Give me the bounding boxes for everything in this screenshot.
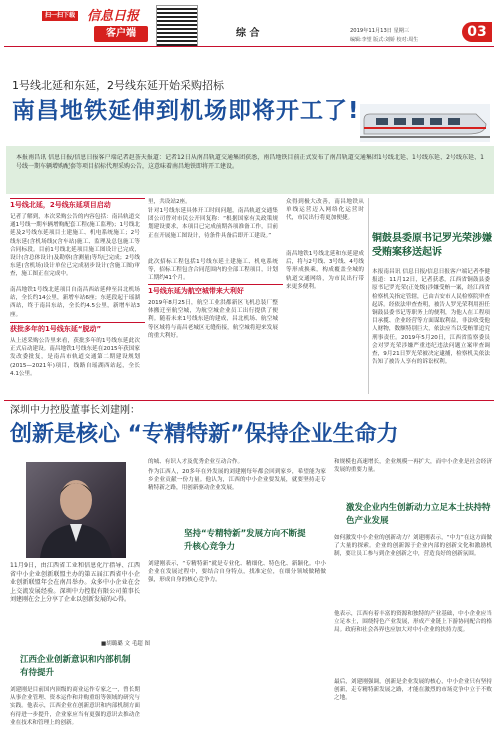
metro-train-photo [360,104,490,142]
lead-subhead-3: 1号线东延为航空城带来大利好 [148,284,283,297]
feature-kicker: 深圳中力控股董事长刘建刚： [10,405,140,416]
lead-col2-para2: 针对1号线东延具体开工时间问题，南昌轨道交通集团公司曾对市民公开回复称：“根据国家有关政策规划建设要求，本项目已完成前期各项准备工作，目前正在开展施工图设计，待条件具备后即开工建设。” [148,208,278,239]
portrait-photo [26,462,126,558]
feature-left-subhead: 江西企业创新意识和内部机制有待提升 [20,655,131,678]
lead-col3-para2: 南昌地铁1号线北延和东延建成后，将与2号线、3号线、4号线等形成换乘，构成覆盖全城的轨道交通网络，为市民出行带来更多便利。 [286,251,364,290]
feature-col1: 刘建刚是目前国内顶级的商业运作专家之一，曾长期从事企业管理、资本运作和并购重组等领域的研究与实践。他表示，江西企业在创新意识和内部机制方面有待进一步提升，企业家应当有更强的意识去推动企业在技术和管理上的创新。 [10,687,140,726]
feature-col3-para3: 他表示，江西有着丰富的资源和独特的产业基础，中小企业应当立足本土，围绕特色产业发展，形成产业链上下游协同配合的格局。政府和社会各界也应加大对中小企业的扶持力度。 [334,611,492,634]
sidebar-body: 本报南昌讯 信息日报/信息日报客户端记者李健报道：11月12日，记者获悉，江西省铜鼓县委原书记罗光荣(正处级)涉嫌受贿一案，经江西省检察机关指定管辖，已由吉安市人民检察院审查起诉。经依法审查查明，被告人罗光荣利用担任铜鼓县委书记等职务上的便利，为他人在工程项目承揽、企业经营等方面谋取利益，非法收受他人财物，数额特别巨大，依法应当以受贿罪追究刑事责任。2019年5月20日，江西省监察委员会对罗光荣涉嫌严重违纪违法问题立案审查调查，9月21日罗光荣被决定逮捕，检察机关依法告知了被告人享有的诉讼权利。 [372,269,490,366]
feature-col2-para3: 刘建刚表示，“专精特新”就是专业化、精细化、特色化、新颖化。中小企业在发展过程中，要结合自身特点，找准定位，在细分领域做精做强，形成自身的核心竞争力。 [148,561,326,584]
section-label: 综 合 [236,28,260,39]
feature-col3-para2: 如何激发中小企业的创新动力？刘建刚表示，“中力”在这方面做了大量的探索。企业的创新源于企业内部的创新文化和激励机制，要让员工参与到企业创新之中，营造良好的创新氛围。 [334,535,492,558]
newspaper-logo: 信息日报 [86,9,139,24]
lead-kicker: 1号线北延和东延，2号线东延开始采购招标 [12,79,224,92]
feature-mid-subhead: 坚持“专精特新”发展方向不断提升核心竞争力 [184,529,306,552]
client-label: 客户端 [94,26,148,42]
lead-col3-para1: 众得到极大改善，南昌地铁从单线运营迈入网络化运营时代，市民出行将更加便捷。 [286,199,364,222]
lead-col2-para3: 此次招标工程包括1号线东延土建施工、机电系统等，招标工程包含合同范围内的全部工程项目，计划工期约41个月。 [148,259,278,282]
photo-caption: ■胡璐璐 文 毛超 图 [101,641,150,647]
feature-col2-para1: 的城、有识人才及优秀企业互动合作。 [148,459,244,465]
masthead-rule [4,46,494,47]
lead-col1-para1: 记者了解到，本次采购公告的内容包括：南昌轨道交通1号线一期车辆增购配套工程(施工监理)；1号线北延及2号线东延项目土建施工、机电系统施工；2号线东延(含机场线)(含车站)施工、监理及总包施工等合同标段。目前1号线北延项目施工图设计已完成，设计(含总体设计)及勘察(含测量)等均已完成；2号线东延(含机场)设计单位已完成初步设计(含施工图)审查，施工图正在完成中。 [10,214,140,278]
editor-line: 编辑:李望 版式:刘娇 校对:周生 [350,37,419,43]
qr-code[interactable] [156,5,198,47]
feature-headline: 创新是核心 “专精特新”保持企业生命力 [10,422,399,447]
feature-col3-para4: 最后，刘建刚强调，创新是企业发展的核心，中小企业只有坚持创新，走专精特新发展之路，才能在激烈的市场竞争中立于不败之地。 [334,679,492,702]
lead-headline: 南昌地铁延伸到机场即将开工了! [12,98,360,124]
lead-col1-para2: 南昌地铁1号线北延项目自南昌西站延伸至昌北机场站，全长约14公里，新增车站6座；东延段起于瑶湖西站，终于南昌东站，全长约4.5公里，新增车站3座。 [10,287,140,318]
sidebar-rule [368,198,369,394]
app-promo-banner[interactable] [42,10,148,48]
lead-intro: 本报南昌讯 信息日报/信息日报客户端记者赵荟天报道：记者12日从南昌轨道交通集团获悉，南昌地铁目前正式发布了南昌轨道交通集团1号线北延、1号线东延、2号线东延、1号线一期车辆增购配套等项目招标代理采购公告，这意味着南昌地铁即将开工建设。 [16,154,484,170]
feature-col3-para1: 和规模也高速增长，企业规模一再扩大，而中小企业是社会经济发展的重要力量。 [334,459,492,474]
sidebar-headline: 铜鼓县委原书记罗光荣涉嫌受贿案移送起诉 [372,233,492,258]
section-divider [4,400,494,401]
lead-intro-box [6,146,494,194]
lead-col2-para1: 里，共设站2座。 [148,199,191,205]
lead-col2-para4: 2019年8月25日，航空工业洪都新区飞机总装厂整体搬迁至航空城，为航空城企业员工出行提供了便利。随着未来1号线东延的建成，昌北机场、航空城等区域将与南昌老城区无缝衔接，航空城将迎来发展的重大利好。 [148,300,278,339]
feature-col2-para2: 作为江西人，20多年在外发展的刘建刚每年都会回到家乡，希望能为家乡企业贡献一份力量。他认为，江西的中小企业要发展，就要坚持走专精特新之路，用创新驱动企业发展。 [148,469,326,492]
scan-label: 扫一扫下载 [42,11,78,21]
lead-subhead-2: 获批多年的1号线东延“脱动” [10,322,145,335]
lead-col1-para3: 从上述采购公告里来看，获批多年的1号线东延此次正式启动建设。南昌地铁1号线东延在2015年获国家发改委批复，是南昌市轨道交通第二期建设规划(2015—2021年)项目，线路自瑶湖西站起，全长4.1公里。 [10,338,140,377]
page-number: 03 [462,22,492,42]
feature-right-subhead: 激发企业内生创新动力立足本土扶持特色产业发展 [346,503,491,526]
lead-subhead-1: 1号线北延，2号线东延项目启动 [10,198,145,211]
masthead [0,0,500,50]
date-line: 2019年11月13日 星期三 [350,28,410,34]
feature-intro: 11月9日，由江西省工业和信息化厅指导、江西省中小企业创新联盟主办的第五届江西省中小企业创新联盟年会在南昌举办。众多中小企业在会上交流发展经验。深圳中力控股有限公司董事长刘建刚在会上分享了企业以创新发展的心得。 [10,562,140,604]
